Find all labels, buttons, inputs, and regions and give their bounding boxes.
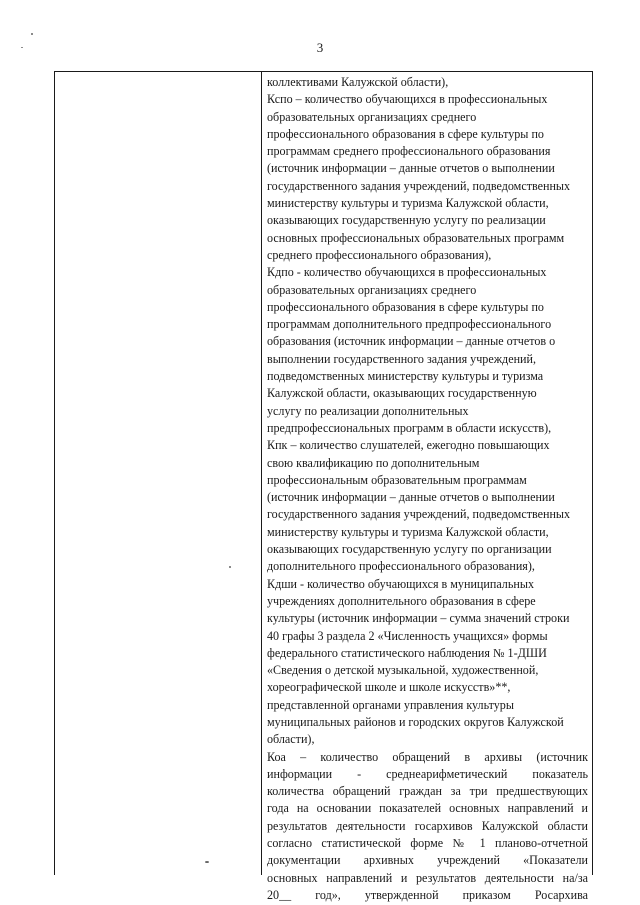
- text-line: выполнении государственного задания учреждений,: [267, 351, 537, 366]
- justified-text-line: 20__ год», утвержденной приказом Росархива: [267, 887, 588, 902]
- text-line: (источник информации – данные отчетов о выполнении: [267, 490, 555, 505]
- text-line: основных профессиональных образовательных программ: [267, 230, 565, 245]
- justified-text-line: количества обращений граждан за три предшествующих: [267, 784, 588, 799]
- text-line: культуры (источник информации – сумма значений строки: [267, 611, 570, 626]
- text-line: образования (источник информации – данные отчетов о: [267, 334, 556, 349]
- text-line: государственного задания учреждений, подведомственных: [267, 178, 571, 193]
- text-line: 40 графы 3 раздела 2 «Численность учащихся» формы: [267, 628, 548, 643]
- justified-text-line: года на основании показателей основных направлений и: [267, 801, 588, 816]
- justified-text-line: документации архивных учреждений «Показатели: [267, 853, 588, 868]
- text-line: услугу по реализации дополнительных: [267, 403, 469, 418]
- text-line: (источник информации – данные отчетов о выполнении: [267, 161, 555, 176]
- text-line: дополнительного профессионального образования),: [267, 559, 535, 574]
- text-line: учреждениях дополнительного образования в сфере: [267, 593, 536, 608]
- scan-speck: [31, 33, 33, 35]
- text-line: профессиональным образовательным программам: [267, 472, 527, 487]
- text-line: коллективами Калужской области),: [267, 75, 449, 89]
- page-number: 3: [316, 40, 324, 55]
- justified-text-line: Коа – количество обращений в архивы (источник: [267, 749, 588, 764]
- justified-text-line: основных направлений и результатов деятельности на/за: [267, 870, 588, 885]
- text-line: Калужской области, оказывающих государственную: [267, 386, 537, 401]
- text-line: муниципальных районов и городских округов Калужской: [267, 714, 564, 729]
- text-line: федерального статистического наблюдения № 1-ДШИ: [267, 645, 547, 660]
- text-line: предпрофессиональных программ в области искусств),: [267, 420, 552, 435]
- text-line: образовательных организациях среднего: [267, 109, 477, 124]
- text-line: области),: [267, 732, 315, 747]
- table-right-cell: [262, 72, 592, 902]
- table-left-cell: [55, 72, 262, 875]
- text-line: министерству культуры и туризма Калужской области,: [267, 196, 549, 211]
- document-table: [54, 71, 593, 902]
- text-line: подведомственных министерству культуры и туризма: [267, 369, 544, 384]
- text-line: оказывающих государственную услугу по организации: [267, 542, 552, 557]
- text-line: профессионального образования в сфере культуры по: [267, 126, 544, 141]
- text-line: Кдпо - количество обучающихся в профессиональных: [267, 265, 547, 280]
- text-line: представленной органами управления культуры: [267, 697, 514, 712]
- text-line: среднего профессионального образования),: [267, 247, 492, 262]
- scan-speck: [229, 566, 231, 568]
- justified-text-line: информации - среднеарифметический показатель: [267, 766, 588, 781]
- text-line: образовательных организациях среднего: [267, 282, 477, 297]
- justified-text-line: результатов деятельности госархивов Калужской области: [267, 818, 588, 833]
- text-line: «Сведения о детской музыкальной, художественной,: [267, 663, 539, 678]
- text-line: министерству культуры и туризма Калужской области,: [267, 524, 549, 539]
- text-line: программам среднего профессионального образования: [267, 144, 551, 159]
- text-line: Кпк – количество слушателей, ежегодно повышающих: [267, 438, 550, 453]
- text-line: профессионального образования в сфере культуры по: [267, 299, 544, 314]
- text-line: Кдши - количество обучающихся в муниципальных: [267, 576, 535, 591]
- scan-speck: [205, 861, 209, 863]
- text-line: Кспо – количество обучающихся в профессиональных: [267, 92, 548, 107]
- text-line: свою квалификацию по дополнительным: [267, 455, 480, 470]
- text-line: программам дополнительного предпрофессионального: [267, 317, 552, 332]
- text-line: хореографической школе и школе искусств»**,: [267, 680, 511, 695]
- scan-speck: [21, 47, 23, 48]
- text-line: оказывающих государственную услугу по реализации: [267, 213, 546, 228]
- text-line: государственного задания учреждений, подведомственных: [267, 507, 571, 522]
- justified-text-line: согласно статистической форме № 1 планово-отчетной: [267, 836, 588, 851]
